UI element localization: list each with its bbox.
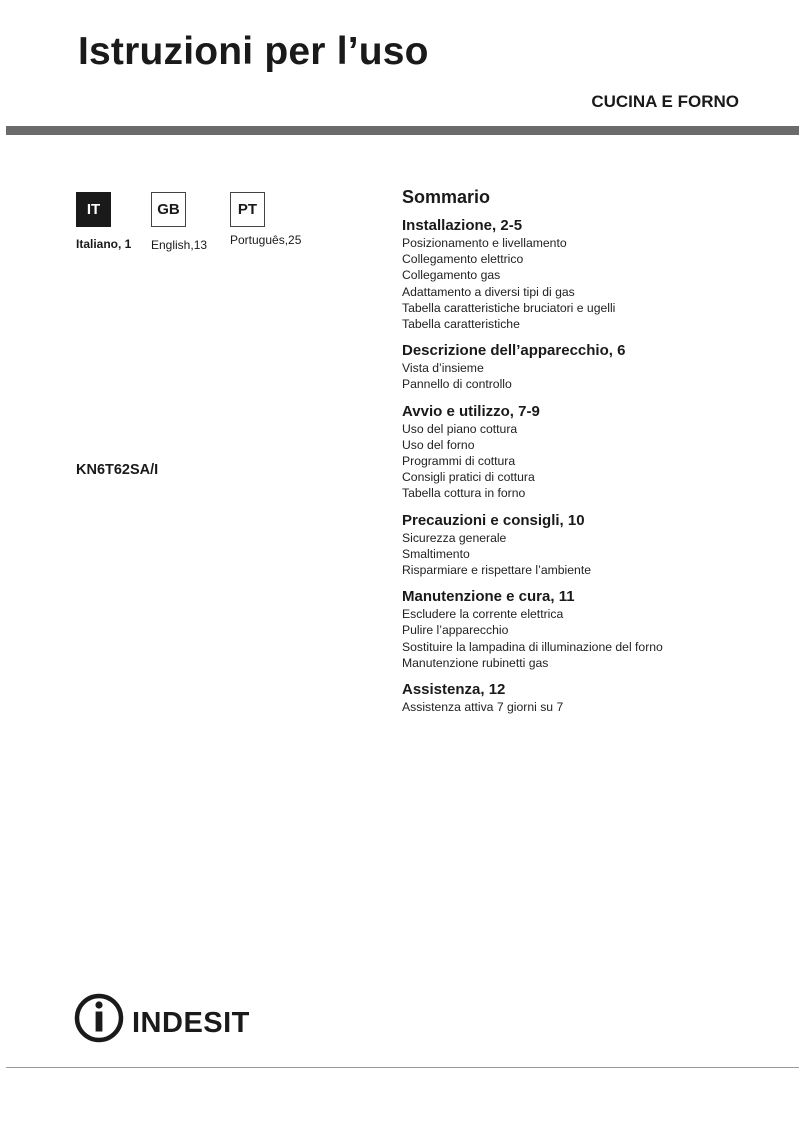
toc-item[interactable]: Collegamento gas	[402, 268, 501, 283]
toc-item[interactable]: Tabella cottura in forno	[402, 486, 526, 501]
toc-item[interactable]: Vista d’insieme	[402, 361, 484, 376]
toc-section	[402, 681, 762, 715]
toc-section-heading[interactable]: Installazione, 2-5	[402, 217, 523, 234]
page-title: Istruzioni per l’uso	[78, 30, 429, 73]
table-of-contents	[402, 187, 762, 725]
toc-title: Sommario	[402, 187, 491, 207]
toc-section-heading[interactable]: Assistenza, 12	[402, 681, 506, 699]
toc-item[interactable]: Uso del forno	[402, 437, 475, 452]
lang-box-it[interactable]: IT	[76, 192, 111, 227]
toc-section	[402, 217, 762, 332]
toc-item[interactable]: Sicurezza generale	[402, 530, 507, 545]
toc-section-heading[interactable]: Manutenzione e cura, 11	[402, 588, 575, 606]
toc-item[interactable]: Escludere la corrente elettrica	[402, 607, 564, 622]
logo-wordmark: INDESIT	[132, 1007, 250, 1039]
indesit-logo	[74, 992, 269, 1044]
lang-label-gb: English,13	[151, 238, 208, 252]
toc-section	[402, 403, 762, 502]
logo-dot-icon	[95, 1001, 102, 1008]
toc-item[interactable]: Risparmiare e rispettare l’ambiente	[402, 563, 591, 578]
toc-item[interactable]: Consigli pratici di cottura	[402, 470, 535, 485]
toc-item[interactable]: Pannello di controllo	[402, 377, 512, 392]
toc-item[interactable]: Tabella caratteristiche	[402, 317, 520, 332]
toc-item[interactable]: Uso del piano cottura	[402, 421, 518, 436]
toc-item[interactable]: Adattamento a diversi tipi di gas	[402, 284, 575, 299]
product-category: CUCINA E FORNO	[591, 92, 739, 111]
toc-section	[402, 512, 762, 579]
lang-label-it: Italiano, 1	[76, 237, 132, 251]
toc-item[interactable]: Pulire l’apparecchio	[402, 623, 509, 638]
toc-item[interactable]: Posizionamento e livellamento	[402, 236, 567, 250]
toc-section-heading[interactable]: Descrizione dell’apparecchio, 6	[402, 342, 626, 360]
toc-section-heading[interactable]: Avvio e utilizzo, 7-9	[402, 402, 540, 420]
toc-item[interactable]: Programmi di cottura	[402, 454, 516, 469]
toc-sections	[402, 217, 762, 715]
lang-box-pt[interactable]: PT	[230, 192, 265, 227]
toc-item[interactable]: Manutenzione rubinetti gas	[402, 655, 549, 670]
footer-divider	[6, 1067, 799, 1068]
toc-section	[402, 588, 762, 671]
toc-item[interactable]: Tabella caratteristiche bruciatori e ugelli	[402, 300, 616, 315]
logo-stem-icon	[96, 1012, 103, 1032]
toc-item[interactable]: Collegamento elettrico	[402, 252, 524, 267]
toc-item[interactable]: Smaltimento	[402, 546, 470, 561]
model-number: KN6T62SA/I	[76, 462, 159, 478]
toc-section-heading[interactable]: Precauzioni e consigli, 10	[402, 511, 585, 529]
toc-item[interactable]: Assistenza attiva 7 giorni su 7	[402, 700, 564, 715]
toc-section	[402, 342, 762, 392]
toc-item[interactable]: Sostituire la lampadina di illuminazione del forno	[402, 639, 663, 654]
lang-box-gb[interactable]: GB	[151, 192, 186, 227]
lang-label-pt: Português,25	[230, 233, 302, 247]
header-divider-bar	[6, 126, 799, 135]
